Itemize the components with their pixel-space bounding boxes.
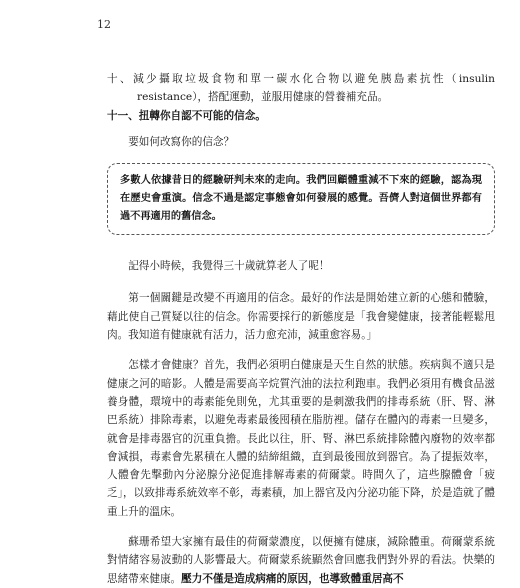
paragraph-beliefs: 第一個關鍵是改變不再適用的信念。最好的作法是開始建立新的心態和體驗，藉此使自己質疑以往的信念。你需要採行的新態度是「我會變健康，接著能輕鬆甩肉。我知道有健康就有活力，活力愈充沛，減重愈容易。」: [107, 292, 495, 342]
list-item-11: 十一、扭轉你自認不可能的信念。: [107, 109, 266, 122]
list-item-10: 十、減少攝取垃圾食物和單一碳水化合物以避免胰島素抗性（insulin resistance），搭配運動，並服用健康的營養補充品。: [107, 73, 495, 104]
paragraph-hormones-bold: 壓力不僅是造成病痛的原因，也導致體重居高不: [181, 572, 404, 585]
paragraph-hormones: [107, 533, 495, 588]
paragraph-hormones-text: 蘇珊希望大家擁有最佳的荷爾蒙濃度，以便擁有健康，減除體重。荷爾蒙系統對情緒容易波動的人影響最大。荷爾蒙系統顯然會回應我們對外界的看法。快樂的思緒帶來健康。: [107, 536, 495, 585]
paragraph-health: 怎樣才會健康？首先，我們必須明白健康是天生自然的狀態。疾病與不適只是健康之河的暗影。人體是需要高辛烷質汽油的法拉利跑車。我們必須用有機食品滋養身體，環境中的毒素能免則免，尤其重要的是刺激我們的排毒系統（肝、腎、淋巴系統）排除毒素，以避免毒素最後囤積在脂肪裡。儲存在體內的毒素一旦變多，就會是排毒器官的沉重負擔。長此以往，肝、腎、淋巴系統排除體內廢物的效率都會減損，毒素會先累積在人體的結締組織，直到最後囤放到器官。為了提振效率，人體會先擊動內分泌腺分泌促進排解毒素的荷爾蒙。時間久了，這些腺體會「疲乏」，以致排毒系統效率不彰，毒素積，加上器官及內分泌功能下降，於是造就了體重上升的溫床。: [107, 359, 495, 518]
page-number: 12: [97, 18, 111, 31]
question-line: 要如何改寫你的信念？: [128, 135, 235, 148]
page-content: [107, 70, 495, 588]
callout-box: 多數人依據昔日的經驗研判未來的走向。我們回顧體重減不下來的經驗，認為現在歷史會重演。信念不過是認定事態會如何發展的感覺。吾儕人對這個世界都有過不再適用的舊信念。: [107, 163, 495, 235]
memory-line: 記得小時候，我覺得三十歲就算老人了呢！: [128, 260, 330, 273]
